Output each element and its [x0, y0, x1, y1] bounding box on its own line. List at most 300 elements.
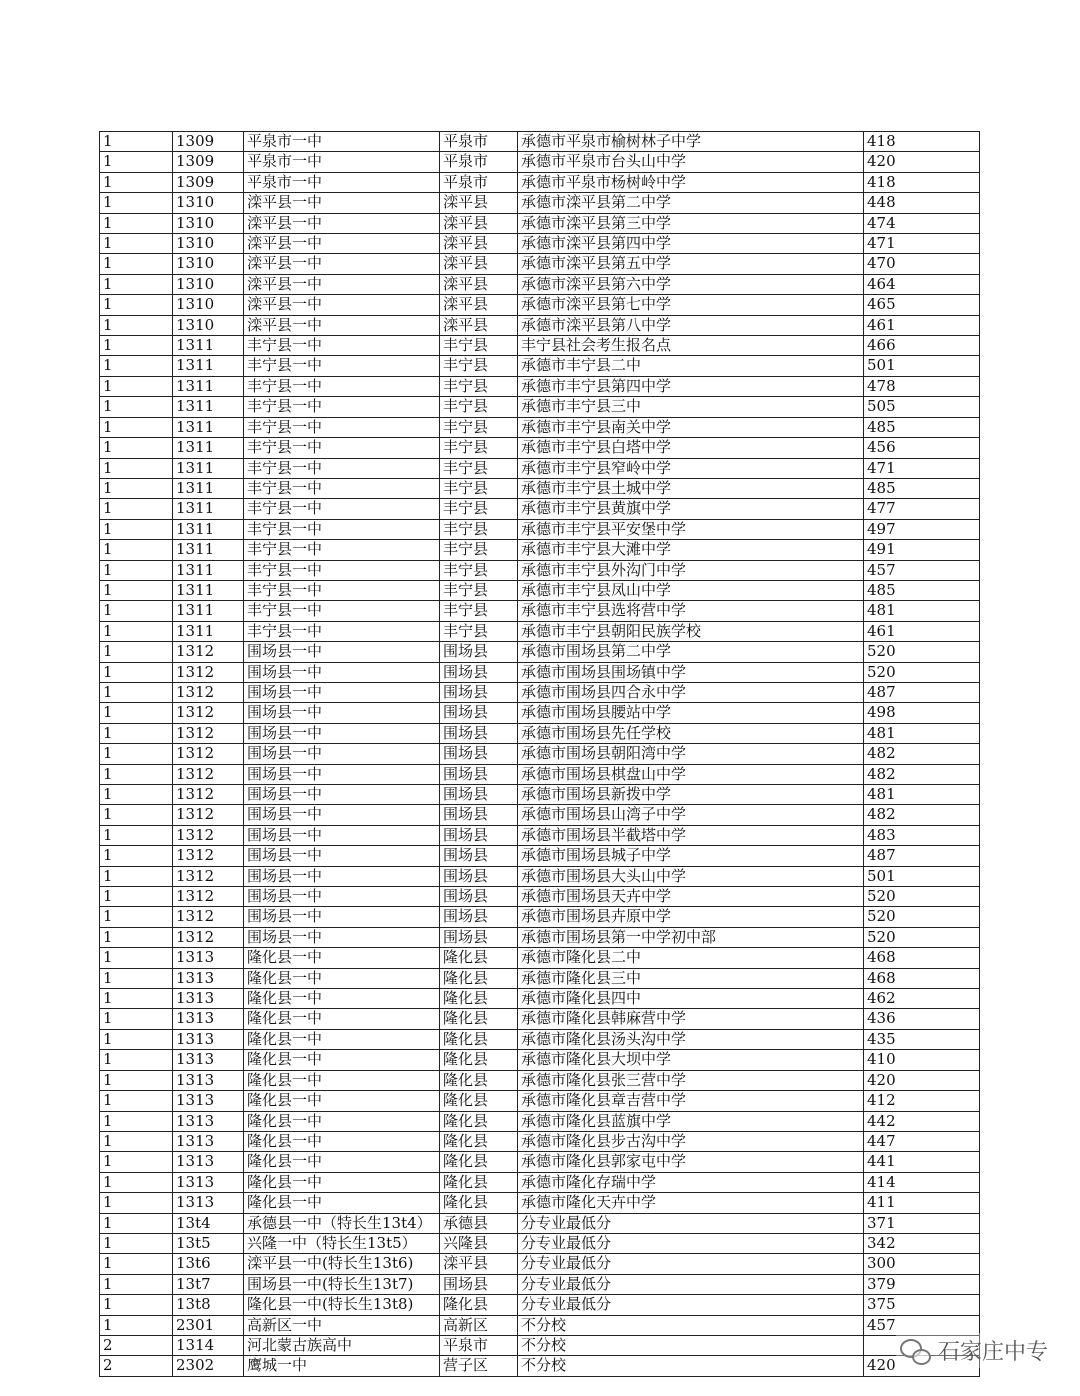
table-row — [100, 642, 980, 662]
score-cell: 485 — [864, 580, 980, 600]
score-cell: 483 — [864, 825, 980, 845]
code-cell: 1313 — [173, 1050, 244, 1070]
middle-school-cell: 承德市平泉市榆树林子中学 — [518, 132, 864, 152]
middle-school-cell: 承德市滦平县第四中学 — [518, 234, 864, 254]
district-cell: 平泉市 — [440, 152, 518, 172]
batch-cell: 1 — [100, 764, 173, 784]
batch-cell: 1 — [100, 1029, 173, 1049]
district-cell: 丰宁县 — [440, 499, 518, 519]
batch-cell: 1 — [100, 989, 173, 1009]
middle-school-cell: 承德市滦平县第八中学 — [518, 315, 864, 335]
middle-school-cell: 承德市隆化存瑞中学 — [518, 1172, 864, 1192]
batch-cell: 1 — [100, 1193, 173, 1213]
code-cell: 1310 — [173, 254, 244, 274]
table-row — [100, 866, 980, 886]
batch-cell: 1 — [100, 642, 173, 662]
table-row — [100, 927, 980, 947]
district-cell: 隆化县 — [440, 1152, 518, 1172]
school-cell: 兴隆一中（特长生13t5） — [244, 1233, 440, 1253]
score-cell: 520 — [864, 662, 980, 682]
district-cell: 滦平县 — [440, 315, 518, 335]
batch-cell: 1 — [100, 948, 173, 968]
score-cell: 411 — [864, 1193, 980, 1213]
middle-school-cell: 承德市丰宁县凤山中学 — [518, 580, 864, 600]
batch-cell: 1 — [100, 193, 173, 213]
code-cell: 1311 — [173, 621, 244, 641]
table-row — [100, 234, 980, 254]
code-cell: 1311 — [173, 336, 244, 356]
school-cell: 丰宁县一中 — [244, 478, 440, 498]
middle-school-cell: 承德市丰宁县南关中学 — [518, 417, 864, 437]
table-row — [100, 274, 980, 294]
table-row — [100, 723, 980, 743]
batch-cell: 1 — [100, 499, 173, 519]
school-cell: 滦平县一中 — [244, 315, 440, 335]
score-cell: 300 — [864, 1254, 980, 1274]
school-cell: 承德县一中（特长生13t4） — [244, 1213, 440, 1233]
middle-school-cell: 承德市围场县第一中学初中部 — [518, 927, 864, 947]
middle-school-cell: 承德市滦平县第七中学 — [518, 295, 864, 315]
score-cell: 487 — [864, 682, 980, 702]
batch-cell: 1 — [100, 1274, 173, 1294]
score-cell: 441 — [864, 1152, 980, 1172]
table-row — [100, 1050, 980, 1070]
middle-school-cell: 承德市丰宁县第四中学 — [518, 376, 864, 396]
score-cell: 481 — [864, 601, 980, 621]
score-cell: 461 — [864, 315, 980, 335]
code-cell: 2301 — [173, 1315, 244, 1335]
school-cell: 丰宁县一中 — [244, 621, 440, 641]
score-cell: 379 — [864, 1274, 980, 1294]
district-cell: 围场县 — [440, 764, 518, 784]
school-cell: 丰宁县一中 — [244, 356, 440, 376]
code-cell: 1310 — [173, 315, 244, 335]
school-cell: 围场县一中 — [244, 785, 440, 805]
district-cell: 滦平县 — [440, 193, 518, 213]
middle-school-cell: 承德市围场县围场镇中学 — [518, 662, 864, 682]
table-row — [100, 376, 980, 396]
school-cell: 围场县一中 — [244, 682, 440, 702]
middle-school-cell: 承德市隆化县四中 — [518, 989, 864, 1009]
batch-cell: 1 — [100, 315, 173, 335]
batch-cell: 1 — [100, 846, 173, 866]
code-cell: 13t5 — [173, 1233, 244, 1253]
code-cell: 1311 — [173, 478, 244, 498]
chat-bubbles-icon — [900, 1337, 930, 1365]
school-cell: 围场县一中 — [244, 825, 440, 845]
score-cell: 481 — [864, 723, 980, 743]
district-cell: 隆化县 — [440, 948, 518, 968]
code-cell: 1314 — [173, 1335, 244, 1355]
district-cell: 围场县 — [440, 785, 518, 805]
table-row — [100, 1274, 980, 1294]
middle-school-cell: 承德市围场县山湾子中学 — [518, 805, 864, 825]
code-cell: 1312 — [173, 682, 244, 702]
score-cell: 461 — [864, 621, 980, 641]
code-cell: 1311 — [173, 438, 244, 458]
middle-school-cell: 承德市丰宁县窄岭中学 — [518, 458, 864, 478]
table-row — [100, 438, 980, 458]
score-cell: 342 — [864, 1233, 980, 1253]
middle-school-cell: 承德市丰宁县三中 — [518, 397, 864, 417]
district-cell: 隆化县 — [440, 968, 518, 988]
school-cell: 隆化县一中 — [244, 948, 440, 968]
code-cell: 1310 — [173, 193, 244, 213]
score-cell: 491 — [864, 540, 980, 560]
score-cell: 442 — [864, 1111, 980, 1131]
middle-school-cell: 承德市平泉市台头山中学 — [518, 152, 864, 172]
code-cell: 1310 — [173, 234, 244, 254]
district-cell: 丰宁县 — [440, 621, 518, 641]
code-cell: 1311 — [173, 499, 244, 519]
school-cell: 滦平县一中 — [244, 295, 440, 315]
code-cell: 1312 — [173, 703, 244, 723]
district-cell: 隆化县 — [440, 1070, 518, 1090]
code-cell: 1313 — [173, 989, 244, 1009]
batch-cell: 1 — [100, 417, 173, 437]
school-cell: 丰宁县一中 — [244, 336, 440, 356]
district-cell: 围场县 — [440, 642, 518, 662]
school-cell: 丰宁县一中 — [244, 499, 440, 519]
code-cell: 1313 — [173, 1172, 244, 1192]
middle-school-cell: 不分校 — [518, 1356, 864, 1376]
code-cell: 1312 — [173, 805, 244, 825]
batch-cell: 1 — [100, 1172, 173, 1192]
score-cell: 410 — [864, 1050, 980, 1070]
school-cell: 隆化县一中 — [244, 1050, 440, 1070]
middle-school-cell: 承德市隆化县三中 — [518, 968, 864, 988]
district-cell: 围场县 — [440, 662, 518, 682]
middle-school-cell: 承德市围场县城子中学 — [518, 846, 864, 866]
code-cell: 1313 — [173, 1091, 244, 1111]
score-cell: 501 — [864, 356, 980, 376]
middle-school-cell: 承德市滦平县第六中学 — [518, 274, 864, 294]
school-cell: 隆化县一中 — [244, 1009, 440, 1029]
table-row — [100, 1213, 980, 1233]
score-cell: 465 — [864, 295, 980, 315]
school-cell: 隆化县一中 — [244, 1070, 440, 1090]
school-cell: 围场县一中 — [244, 887, 440, 907]
batch-cell: 1 — [100, 132, 173, 152]
code-cell: 1313 — [173, 1029, 244, 1049]
table-row — [100, 744, 980, 764]
school-cell: 围场县一中 — [244, 764, 440, 784]
code-cell: 1312 — [173, 846, 244, 866]
batch-cell: 1 — [100, 560, 173, 580]
batch-cell: 1 — [100, 1091, 173, 1111]
middle-school-cell: 承德市围场县朝阳湾中学 — [518, 744, 864, 764]
middle-school-cell: 分专业最低分 — [518, 1295, 864, 1315]
code-cell: 1313 — [173, 1009, 244, 1029]
middle-school-cell: 承德市隆化县蓝旗中学 — [518, 1111, 864, 1131]
table-row — [100, 1295, 980, 1315]
school-cell: 丰宁县一中 — [244, 376, 440, 396]
school-cell: 围场县一中 — [244, 866, 440, 886]
middle-school-cell: 承德市滦平县第三中学 — [518, 213, 864, 233]
middle-school-cell: 分专业最低分 — [518, 1213, 864, 1233]
batch-cell: 1 — [100, 478, 173, 498]
middle-school-cell: 承德市滦平县第二中学 — [518, 193, 864, 213]
score-cell: 466 — [864, 336, 980, 356]
batch-cell: 1 — [100, 785, 173, 805]
score-cell: 468 — [864, 948, 980, 968]
school-cell: 围场县一中 — [244, 907, 440, 927]
score-table-body — [100, 132, 980, 1377]
school-cell: 平泉市一中 — [244, 172, 440, 192]
district-cell: 丰宁县 — [440, 580, 518, 600]
school-cell: 隆化县一中(特长生13t8) — [244, 1295, 440, 1315]
score-cell: 418 — [864, 172, 980, 192]
school-cell: 高新区一中 — [244, 1315, 440, 1335]
batch-cell: 1 — [100, 682, 173, 702]
code-cell: 1311 — [173, 397, 244, 417]
score-cell: 468 — [864, 968, 980, 988]
code-cell: 2302 — [173, 1356, 244, 1376]
score-cell: 457 — [864, 1315, 980, 1335]
table-row — [100, 417, 980, 437]
batch-cell: 1 — [100, 703, 173, 723]
table-row — [100, 1111, 980, 1131]
district-cell: 滦平县 — [440, 254, 518, 274]
district-cell: 围场县 — [440, 703, 518, 723]
score-cell: 435 — [864, 1029, 980, 1049]
district-cell: 丰宁县 — [440, 458, 518, 478]
score-cell: 414 — [864, 1172, 980, 1192]
code-cell: 1311 — [173, 376, 244, 396]
code-cell: 1309 — [173, 152, 244, 172]
batch-cell: 1 — [100, 397, 173, 417]
district-cell: 营子区 — [440, 1356, 518, 1376]
middle-school-cell: 承德市丰宁县平安堡中学 — [518, 519, 864, 539]
code-cell: 1311 — [173, 458, 244, 478]
table-row — [100, 1172, 980, 1192]
code-cell: 1312 — [173, 866, 244, 886]
batch-cell: 1 — [100, 1009, 173, 1029]
batch-cell: 1 — [100, 1131, 173, 1151]
middle-school-cell: 承德市丰宁县选将营中学 — [518, 601, 864, 621]
middle-school-cell: 承德市隆化县章吉营中学 — [518, 1091, 864, 1111]
district-cell: 高新区 — [440, 1315, 518, 1335]
code-cell: 1311 — [173, 356, 244, 376]
table-row — [100, 703, 980, 723]
code-cell: 1313 — [173, 1152, 244, 1172]
middle-school-cell: 承德市丰宁县二中 — [518, 356, 864, 376]
middle-school-cell: 丰宁县社会考生报名点 — [518, 336, 864, 356]
school-cell: 平泉市一中 — [244, 152, 440, 172]
middle-school-cell: 分专业最低分 — [518, 1274, 864, 1294]
table-row — [100, 1315, 980, 1335]
school-cell: 滦平县一中 — [244, 254, 440, 274]
code-cell: 1312 — [173, 642, 244, 662]
batch-cell: 1 — [100, 336, 173, 356]
code-cell: 1313 — [173, 968, 244, 988]
school-cell: 围场县一中 — [244, 642, 440, 662]
middle-school-cell: 承德市平泉市杨树岭中学 — [518, 172, 864, 192]
batch-cell: 1 — [100, 1050, 173, 1070]
middle-school-cell: 承德市围场县卉原中学 — [518, 907, 864, 927]
middle-school-cell: 承德市围场县大头山中学 — [518, 866, 864, 886]
middle-school-cell: 承德市围场县腰站中学 — [518, 703, 864, 723]
middle-school-cell: 承德市隆化县张三营中学 — [518, 1070, 864, 1090]
district-cell: 围场县 — [440, 723, 518, 743]
school-cell: 围场县一中(特长生13t7) — [244, 1274, 440, 1294]
code-cell: 1310 — [173, 274, 244, 294]
middle-school-cell: 承德市丰宁县土城中学 — [518, 478, 864, 498]
batch-cell: 1 — [100, 825, 173, 845]
batch-cell: 1 — [100, 1233, 173, 1253]
school-cell: 丰宁县一中 — [244, 458, 440, 478]
school-cell: 围场县一中 — [244, 723, 440, 743]
table-row — [100, 1070, 980, 1090]
school-cell: 丰宁县一中 — [244, 438, 440, 458]
school-cell: 隆化县一中 — [244, 1029, 440, 1049]
district-cell: 丰宁县 — [440, 478, 518, 498]
table-row — [100, 254, 980, 274]
batch-cell: 1 — [100, 254, 173, 274]
table-row — [100, 213, 980, 233]
table-row — [100, 397, 980, 417]
table-row — [100, 193, 980, 213]
batch-cell: 1 — [100, 376, 173, 396]
score-cell: 477 — [864, 499, 980, 519]
table-row — [100, 968, 980, 988]
district-cell: 隆化县 — [440, 989, 518, 1009]
middle-school-cell: 分专业最低分 — [518, 1254, 864, 1274]
district-cell: 围场县 — [440, 887, 518, 907]
district-cell: 承德县 — [440, 1213, 518, 1233]
score-cell: 482 — [864, 764, 980, 784]
school-cell: 围场县一中 — [244, 744, 440, 764]
score-cell: 470 — [864, 254, 980, 274]
batch-cell: 1 — [100, 1254, 173, 1274]
batch-cell: 1 — [100, 1213, 173, 1233]
district-cell: 围场县 — [440, 927, 518, 947]
district-cell: 滦平县 — [440, 1254, 518, 1274]
middle-school-cell: 承德市丰宁县黄旗中学 — [518, 499, 864, 519]
score-cell: 375 — [864, 1295, 980, 1315]
code-cell: 1309 — [173, 172, 244, 192]
district-cell: 隆化县 — [440, 1091, 518, 1111]
school-cell: 围场县一中 — [244, 703, 440, 723]
middle-school-cell: 承德市丰宁县朝阳民族学校 — [518, 621, 864, 641]
district-cell: 兴隆县 — [440, 1233, 518, 1253]
middle-school-cell: 承德市隆化县大坝中学 — [518, 1050, 864, 1070]
batch-cell: 1 — [100, 213, 173, 233]
middle-school-cell: 承德市隆化县郭家屯中学 — [518, 1152, 864, 1172]
batch-cell: 2 — [100, 1335, 173, 1355]
district-cell: 隆化县 — [440, 1009, 518, 1029]
batch-cell: 1 — [100, 968, 173, 988]
score-cell: 497 — [864, 519, 980, 539]
score-cell: 448 — [864, 193, 980, 213]
batch-cell: 1 — [100, 234, 173, 254]
school-cell: 滦平县一中 — [244, 213, 440, 233]
school-cell: 隆化县一中 — [244, 1193, 440, 1213]
score-cell: 501 — [864, 866, 980, 886]
batch-cell: 1 — [100, 1111, 173, 1131]
code-cell: 1312 — [173, 723, 244, 743]
table-row — [100, 1009, 980, 1029]
district-cell: 围场县 — [440, 866, 518, 886]
score-cell: 418 — [864, 132, 980, 152]
batch-cell: 1 — [100, 927, 173, 947]
table-row — [100, 846, 980, 866]
district-cell: 围场县 — [440, 907, 518, 927]
school-cell: 丰宁县一中 — [244, 417, 440, 437]
score-cell: 481 — [864, 785, 980, 805]
district-cell: 围场县 — [440, 846, 518, 866]
code-cell: 1312 — [173, 744, 244, 764]
district-cell: 滦平县 — [440, 295, 518, 315]
code-cell: 13t8 — [173, 1295, 244, 1315]
table-row — [100, 1029, 980, 1049]
school-cell: 隆化县一中 — [244, 1091, 440, 1111]
school-cell: 隆化县一中 — [244, 1172, 440, 1192]
table-row — [100, 1152, 980, 1172]
table-row — [100, 621, 980, 641]
school-cell: 滦平县一中(特长生13t6) — [244, 1254, 440, 1274]
school-cell: 丰宁县一中 — [244, 540, 440, 560]
middle-school-cell: 承德市围场县天卉中学 — [518, 887, 864, 907]
code-cell: 1311 — [173, 580, 244, 600]
school-cell: 滦平县一中 — [244, 234, 440, 254]
code-cell: 1312 — [173, 907, 244, 927]
table-row — [100, 1091, 980, 1111]
district-cell: 围场县 — [440, 825, 518, 845]
code-cell: 1311 — [173, 519, 244, 539]
code-cell: 1312 — [173, 764, 244, 784]
score-cell: 420 — [864, 1356, 980, 1376]
code-cell: 1311 — [173, 540, 244, 560]
district-cell: 隆化县 — [440, 1193, 518, 1213]
table-row — [100, 295, 980, 315]
table-row — [100, 785, 980, 805]
batch-cell: 1 — [100, 580, 173, 600]
batch-cell: 1 — [100, 356, 173, 376]
table-row — [100, 1356, 980, 1376]
middle-school-cell: 承德市隆化天卉中学 — [518, 1193, 864, 1213]
middle-school-cell: 承德市围场县先任学校 — [518, 723, 864, 743]
table-row — [100, 682, 980, 702]
school-cell: 丰宁县一中 — [244, 580, 440, 600]
table-row — [100, 560, 980, 580]
score-cell: 487 — [864, 846, 980, 866]
district-cell: 围场县 — [440, 1274, 518, 1294]
batch-cell: 1 — [100, 172, 173, 192]
score-cell: 482 — [864, 805, 980, 825]
table-row — [100, 132, 980, 152]
batch-cell: 1 — [100, 295, 173, 315]
middle-school-cell: 不分校 — [518, 1335, 864, 1355]
school-cell: 丰宁县一中 — [244, 397, 440, 417]
score-cell: 471 — [864, 234, 980, 254]
district-cell: 丰宁县 — [440, 601, 518, 621]
score-cell: 482 — [864, 744, 980, 764]
batch-cell: 1 — [100, 866, 173, 886]
score-cell: 520 — [864, 927, 980, 947]
code-cell: 1311 — [173, 560, 244, 580]
district-cell: 隆化县 — [440, 1131, 518, 1151]
score-cell: 474 — [864, 213, 980, 233]
district-cell: 围场县 — [440, 682, 518, 702]
district-cell: 丰宁县 — [440, 438, 518, 458]
code-cell: 1312 — [173, 785, 244, 805]
district-cell: 丰宁县 — [440, 376, 518, 396]
district-cell: 隆化县 — [440, 1029, 518, 1049]
table-row — [100, 662, 980, 682]
district-cell: 平泉市 — [440, 1335, 518, 1355]
table-row — [100, 601, 980, 621]
